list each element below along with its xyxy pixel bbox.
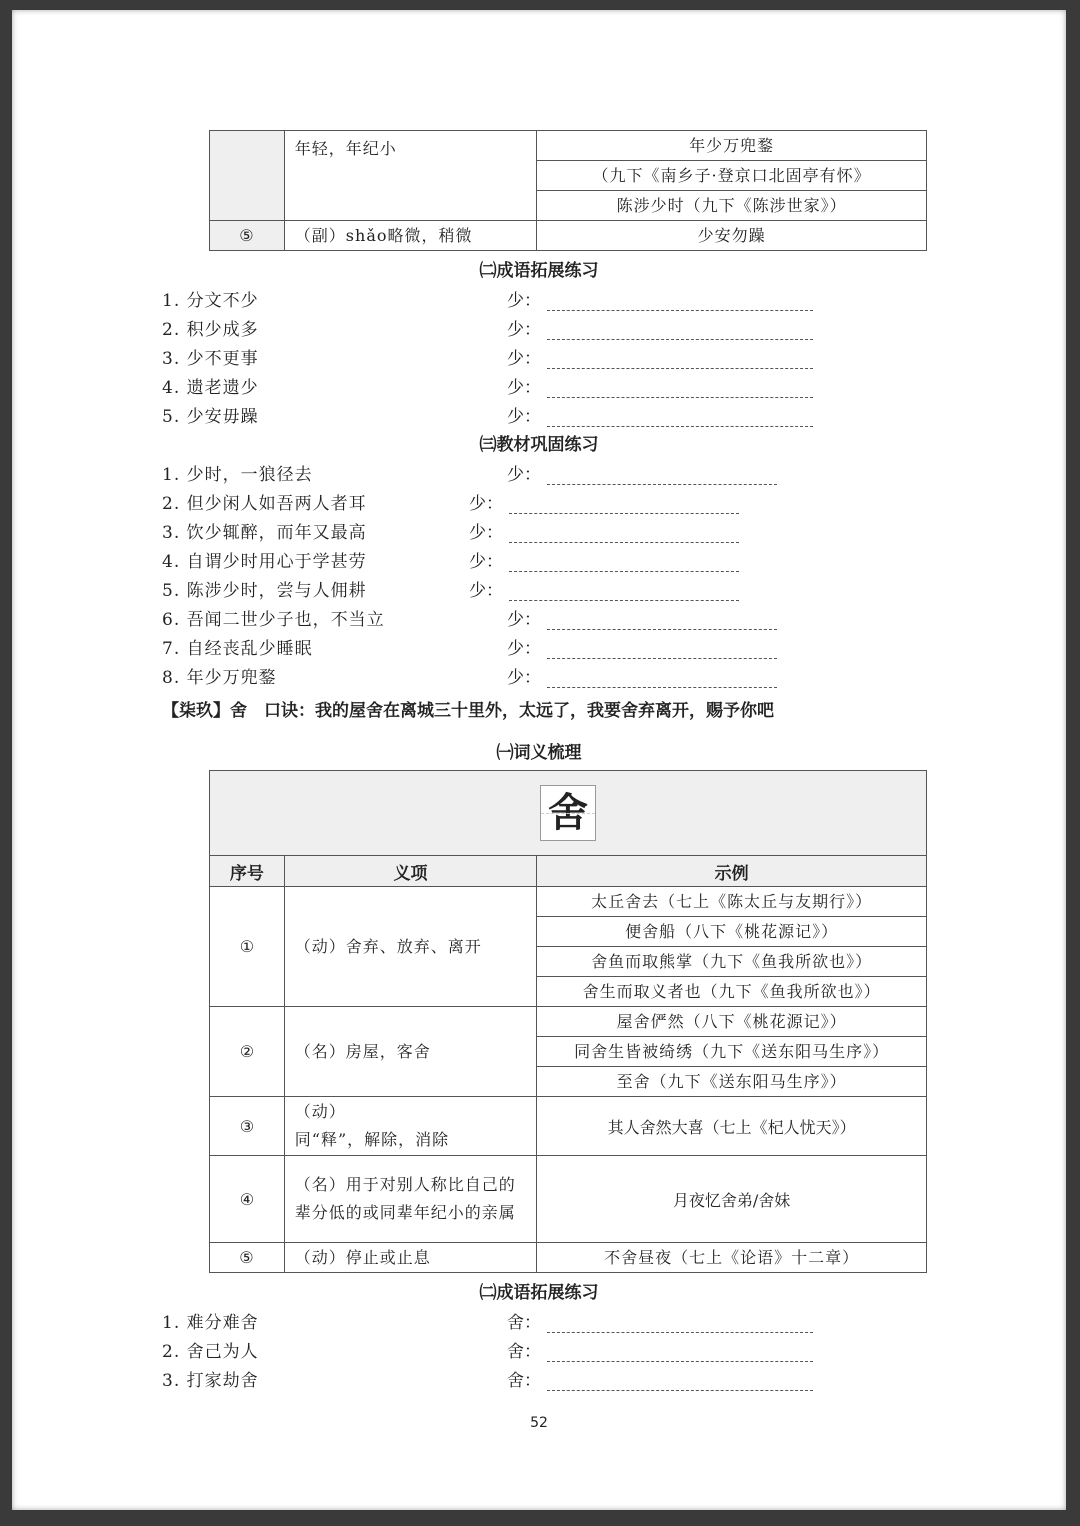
meaning-table-shao bbox=[209, 130, 927, 251]
answer-blank[interactable]: 少： bbox=[507, 373, 813, 398]
page-number: 52 bbox=[530, 1415, 548, 1431]
entry-heading: 【柒玖】舍 口诀：我的屋舍在离城三十里外，太远了，我要舍弃离开，赐予你吧 bbox=[162, 701, 774, 721]
answer-blank[interactable]: 舍： bbox=[507, 1366, 813, 1391]
exercise-item: 7. 自经丧乱少睡眠 bbox=[162, 639, 313, 659]
exercise-item: 5. 少安毋躁 bbox=[162, 407, 259, 427]
exercise-item: 3. 少不更事 bbox=[162, 349, 259, 369]
header-meaning: 义项 bbox=[284, 856, 536, 887]
exercise-item: 1. 难分难舍 bbox=[162, 1313, 259, 1333]
example-cell: 陈涉少时（九下《陈涉世家》） bbox=[537, 191, 927, 221]
answer-blank[interactable]: 少： bbox=[507, 286, 813, 311]
row-number: ③ bbox=[210, 1097, 285, 1156]
example-cell: 太丘舍去（七上《陈太丘与友期行》） bbox=[537, 887, 927, 917]
row-number: ① bbox=[210, 887, 285, 1007]
example-cell: （九下《南乡子·登京口北固亭有怀》 bbox=[537, 161, 927, 191]
meaning-cell: 年轻，年纪小 bbox=[284, 131, 536, 221]
page bbox=[12, 10, 1066, 1510]
header-example: 示例 bbox=[537, 856, 927, 887]
example-cell: 便舍船（八下《桃花源记》） bbox=[537, 917, 927, 947]
answer-blank[interactable]: 少： bbox=[469, 518, 739, 543]
answer-blank[interactable]: 少： bbox=[507, 634, 777, 659]
exercise-item: 2. 积少成多 bbox=[162, 320, 259, 340]
row-number: ④ bbox=[210, 1156, 285, 1243]
answer-blank[interactable]: 少： bbox=[469, 489, 739, 514]
example-cell: 月夜忆舍弟/舍妹 bbox=[537, 1156, 927, 1243]
answer-blank[interactable]: 少： bbox=[507, 663, 777, 688]
example-cell: 屋舍俨然（八下《桃花源记》） bbox=[537, 1007, 927, 1037]
section-title: ㈢教材巩固练习 bbox=[479, 435, 599, 455]
exercise-item: 2. 但少闲人如吾两人者耳 bbox=[162, 494, 367, 514]
example-cell: 舍鱼而取熊掌（九下《鱼我所欲也》） bbox=[537, 947, 927, 977]
header-number: 序号 bbox=[210, 856, 285, 887]
section-title: ㈡成语拓展练习 bbox=[479, 1283, 599, 1303]
exercise-item: 4. 自谓少时用心于学甚劳 bbox=[162, 552, 367, 572]
example-cell: 少安勿躁 bbox=[537, 221, 927, 251]
answer-blank[interactable]: 少： bbox=[469, 547, 739, 572]
answer-blank[interactable]: 舍： bbox=[507, 1308, 813, 1333]
section-title: ㈡成语拓展练习 bbox=[479, 261, 599, 281]
answer-blank[interactable]: 舍： bbox=[507, 1337, 813, 1362]
row-number-empty bbox=[210, 131, 285, 221]
exercise-item: 1. 少时，一狼径去 bbox=[162, 465, 313, 485]
meaning-cell: （名）房屋，客舍 bbox=[284, 1007, 536, 1097]
answer-blank[interactable]: 少： bbox=[507, 605, 777, 630]
row-number: ⑤ bbox=[210, 1243, 285, 1273]
example-cell: 其人舍然大喜（七上《杞人忧天》） bbox=[537, 1097, 927, 1156]
answer-blank[interactable]: 少： bbox=[507, 344, 813, 369]
example-cell: 不舍昼夜（七上《论语》十二章） bbox=[537, 1243, 927, 1273]
meaning-cell: （动）舍弃、放弃、离开 bbox=[284, 887, 536, 1007]
answer-blank[interactable]: 少： bbox=[507, 315, 813, 340]
answer-blank[interactable]: 少： bbox=[507, 402, 813, 427]
exercise-item: 3. 饮少辄醉，而年又最高 bbox=[162, 523, 367, 543]
row-number: ② bbox=[210, 1007, 285, 1097]
answer-blank[interactable]: 少： bbox=[507, 460, 777, 485]
example-cell: 至舍（九下《送东阳马生序》） bbox=[537, 1067, 927, 1097]
answer-blank[interactable]: 少： bbox=[469, 576, 739, 601]
row-number: ⑤ bbox=[210, 221, 285, 251]
exercise-item: 1. 分文不少 bbox=[162, 291, 259, 311]
meaning-cell: （动） 同“释”，解除，消除 bbox=[284, 1097, 536, 1156]
meaning-cell: （副）shǎo略微，稍微 bbox=[284, 221, 536, 251]
section-title: ㈠词义梳理 bbox=[496, 743, 582, 763]
exercise-item: 4. 遗老遗少 bbox=[162, 378, 259, 398]
example-cell: 舍生而取义者也（九下《鱼我所欲也》） bbox=[537, 977, 927, 1007]
exercise-item: 6. 吾闻二世少子也，不当立 bbox=[162, 610, 385, 630]
exercise-item: 8. 年少万兜鍪 bbox=[162, 668, 277, 688]
headword-character: 舍 bbox=[540, 785, 596, 841]
exercise-item: 3. 打家劫舍 bbox=[162, 1371, 259, 1391]
example-cell: 年少万兜鍪 bbox=[537, 131, 927, 161]
character-cell bbox=[210, 771, 927, 856]
exercise-item: 2. 舍己为人 bbox=[162, 1342, 259, 1362]
exercise-item: 5. 陈涉少时，尝与人佣耕 bbox=[162, 581, 367, 601]
meaning-cell: （动）停止或止息 bbox=[284, 1243, 536, 1273]
meaning-cell: （名）用于对别人称比自己的辈分低的或同辈年纪小的亲属 bbox=[284, 1156, 536, 1243]
meaning-table-she bbox=[209, 770, 927, 1273]
example-cell: 同舍生皆被绮绣（九下《送东阳马生序》） bbox=[537, 1037, 927, 1067]
